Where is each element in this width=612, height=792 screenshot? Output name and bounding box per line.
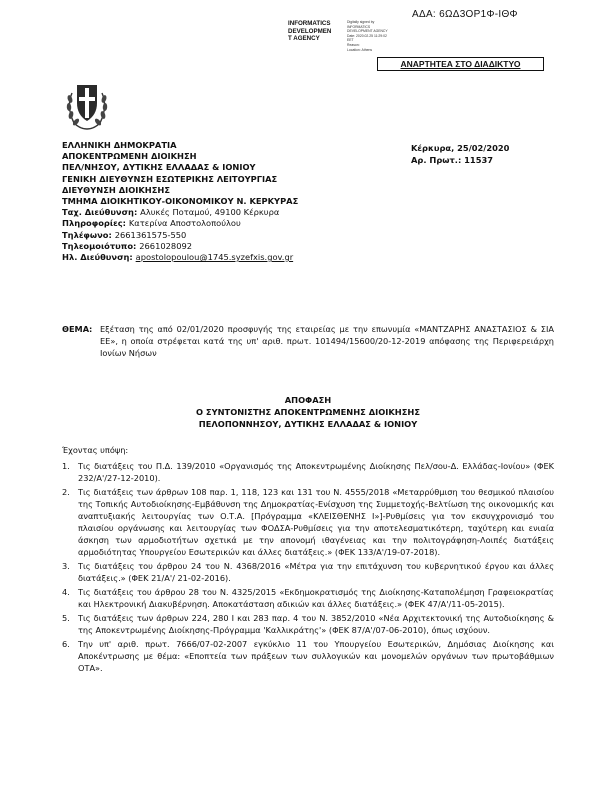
greek-coat-of-arms-icon: [64, 79, 110, 135]
list-item-text: Τις διατάξεις των άρθρων 108 παρ. 1, 118, 123 και 131 του Ν. 4555/2018 «Μεταρρύθμιση του θεσμικού πλαισίου της Τοπικής Αυτοδιοίκησης-Εμβάθυνση της Δημοκρατίας-Ενίσχυση της Συμμετοχής-Βελτίωση της οικονομικής και αναπτυξιακής λειτουργίας των Ο.Τ.Α. [Πρόγραμμα «ΚΛΕΙΣΘΕΝΗΣ Ι»]-Ρυθμίσεις για τον εκσυγχρονισμό του πλαισίου οργάνωσης και λειτουργίας των ΦΟΔΣΑ-Ρυθμίσεις για την αποτελεσματικότερη, ταχύτερη και ενιαία άσκηση των αρμοδιοτήτων σχετικά με την απονομή ιθαγένειας και την πολιτογράφηση-Λοιπές διατάξεις αρμοδιότητας Υπουργείου Εσωτερικών και άλλες διατάξεις.» (ΦΕΚ 133/Α'/19-07-2018).: [78, 487, 554, 557]
signature-detail-line: Reason:: [347, 42, 360, 47]
issuer-line: ΠΕΛ/ΝΗΣΟΥ, ΔΥΤΙΚΗΣ ΕΛΛΑΔΑΣ & ΙΟΝΙΟΥ: [62, 162, 256, 173]
decision-title: ΑΠΟΦΑΣΗ: [284, 395, 332, 405]
signature-detail-line: DEVELOPMENT AGENCY: [347, 29, 388, 34]
decision-heading: [62, 394, 554, 430]
decision-line-2: ΠΕΛΟΠΟΝΝΗΣΟΥ, ΔΥΤΙΚΗΣ ΕΛΛΑΔΑΣ & ΙΟΝΙΟΥ: [198, 419, 418, 429]
list-item: [62, 460, 554, 484]
address-row: [62, 207, 298, 218]
issuer-block: [62, 140, 298, 263]
address-label: Ταχ. Διεύθυνση:: [62, 207, 138, 218]
issuer-line: ΤΜΗΜΑ ΔΙΟΙΚΗΤΙΚΟΥ-ΟΙΚΟΝΟΜΙΚΟΥ Ν. ΚΕΡΚΥΡΑΣ: [62, 196, 299, 207]
email-link[interactable]: apostolopoulou@1745.syzefxis.gov.gr: [135, 252, 294, 263]
agency-line: INFORMATICS: [288, 20, 331, 27]
signature-detail-line: Date: 2020.02.25 11:29:02: [347, 33, 387, 38]
signature-details: [347, 20, 388, 52]
list-item-text: Τις διατάξεις του Π.Δ. 139/2010 «Οργανισμός της Αποκεντρωμένης Διοίκησης Πελ/σου-Δ. Ελλάδας-Ιονίου» (ΦΕΚ 232/Α'/27-12-2010).: [78, 461, 554, 483]
list-item-number: 5.: [62, 613, 70, 623]
list-item-text: Τις διατάξεις του άρθρου 28 του Ν. 4325/2015 «Εκδημοκρατισμός της Διοίκησης-Καταπολέμηση Γραφειοκρατίας και Ηλεκτρονική Διακυβέρνηση. Αποκατάσταση αδικιών και άλλες διατάξεις.» (ΦΕΚ 47/Α'/11-05-2015).: [78, 587, 554, 609]
having-regard-heading: Έχοντας υπόψη:: [62, 445, 129, 455]
place-date: Κέρκυρα, 25/02/2020: [411, 143, 510, 153]
list-item-number: 2.: [62, 487, 70, 497]
issuer-line: ΕΛΛΗΝΙΚΗ ΔΗΜΟΚΡΑΤΙΑ: [62, 140, 177, 150]
agency-line: DEVELOPMEN: [288, 27, 332, 35]
email-label: Ηλ. Διεύθυνση:: [62, 252, 133, 263]
signature-agency-name: [288, 20, 331, 43]
email-row: [62, 252, 298, 263]
considerations-list: [62, 460, 554, 676]
info-value: Κατερίνα Αποστολοπούλου: [128, 218, 241, 229]
address-value: Αλυκές Ποταμού, 49100 Κέρκυρα: [140, 207, 280, 218]
list-item-number: 6.: [62, 639, 70, 649]
phone-label: Τηλέφωνο:: [62, 229, 112, 240]
info-row: [62, 218, 298, 229]
agency-line: T AGENCY: [288, 35, 320, 43]
subject-label: ΘΕΜΑ:: [62, 324, 93, 334]
phone-row: [62, 230, 298, 241]
list-item-number: 3.: [62, 561, 70, 571]
issuer-line: ΔΙΕΥΘΥΝΣΗ ΔΙΟΙΚΗΣΗΣ: [62, 184, 170, 195]
place-date-block: [411, 142, 509, 166]
decision-line-1: Ο ΣΥΝΤΟΝΙΣΤΗΣ ΑΠΟΚΕΝΤΡΩΜΕΝΗΣ ΔΙΟΙΚΗΣΗΣ: [195, 407, 421, 417]
list-item: [62, 612, 554, 636]
list-item: [62, 486, 554, 558]
issuer-line: ΓΕΝΙΚΗ ΔΙΕΥΘΥΝΣΗ ΕΣΩΤΕΡΙΚΗΣ ΛΕΙΤΟΥΡΓΙΑΣ: [62, 173, 278, 184]
list-item: [62, 638, 554, 674]
subject-block: [62, 323, 554, 359]
list-item-number: 4.: [62, 587, 70, 597]
list-item-text: Τις διατάξεις του άρθρου 24 του Ν. 4368/2016 «Μέτρα για την επιτάχυνση του κυβερνητικού έργου και άλλες διατάξεις.» (ΦΕΚ 21/Α'/ 21-02-2016).: [78, 561, 554, 583]
subject-text: Εξέταση της από 02/01/2020 προσφυγής της εταιρείας με την επωνυμία «ΜΑΝΤΖΑΡΗΣ ΑΝΑΣΤΑΣΙΟΣ & ΣΙΑ ΕΕ», η οποία στρέφεται κατά της υπ' αριθ. πρωτ. 101494/15600/20-12-2019 απόφασης της Περιφερειάρχη Ιονίων Νήσων: [100, 324, 554, 358]
list-item-text: Την υπ' αριθ. πρωτ. 7666/07-02-2007 εγκύκλιο 11 του Υπουργείου Εσωτερικών, Δημόσιας Διοίκησης και Αποκέντρωσης με θέμα: «Εποπτεία των πράξεων των συλλογικών και μονομελών οργάνων των πρωτοβάθμιων ΟΤΑ».: [78, 639, 554, 673]
signature-detail-line: INFORMATICS: [347, 24, 371, 29]
list-item-text: Τις διατάξεις των άρθρων 224, 280 Ι και 283 παρ. 4 του Ν. 3852/2010 «Νέα Αρχιτεκτονική της Αυτοδιοίκησης & της Αποκεντρωμένης Διοίκησης-Πρόγραμμα 'Καλλικράτης'» (ΦΕΚ 87/Α'/07-06-2010), όπως ισχύουν.: [78, 613, 554, 635]
list-item: [62, 560, 554, 584]
list-item: [62, 586, 554, 610]
signature-detail-line: Location: Athens: [347, 47, 373, 52]
signature-detail-line: Digitally signed by: [347, 20, 375, 24]
protocol-number: Αρ. Πρωτ.: 11537: [411, 155, 494, 165]
signature-detail-line: EET: [347, 38, 354, 43]
info-label: Πληροφορίες:: [62, 218, 126, 229]
fax-row: [62, 241, 298, 252]
publish-online-box: ΑΝΑΡΤΗΤΕΑ ΣΤΟ ΔΙΑΔΙΚΤΥΟ: [377, 57, 544, 71]
phone-value: 2661361575-550: [114, 229, 187, 240]
issuer-line: ΑΠΟΚΕΝΤΡΩΜΕΝΗ ΔΙΟΙΚΗΣΗ: [62, 151, 197, 162]
fax-label: Τηλεομοιότυπο:: [62, 240, 137, 251]
list-item-number: 1.: [62, 461, 70, 471]
ada-code: ΑΔΑ: 6ΩΔ3ΟΡ1Φ-ΙΘΦ: [412, 9, 518, 20]
fax-value: 2661028092: [139, 240, 193, 251]
